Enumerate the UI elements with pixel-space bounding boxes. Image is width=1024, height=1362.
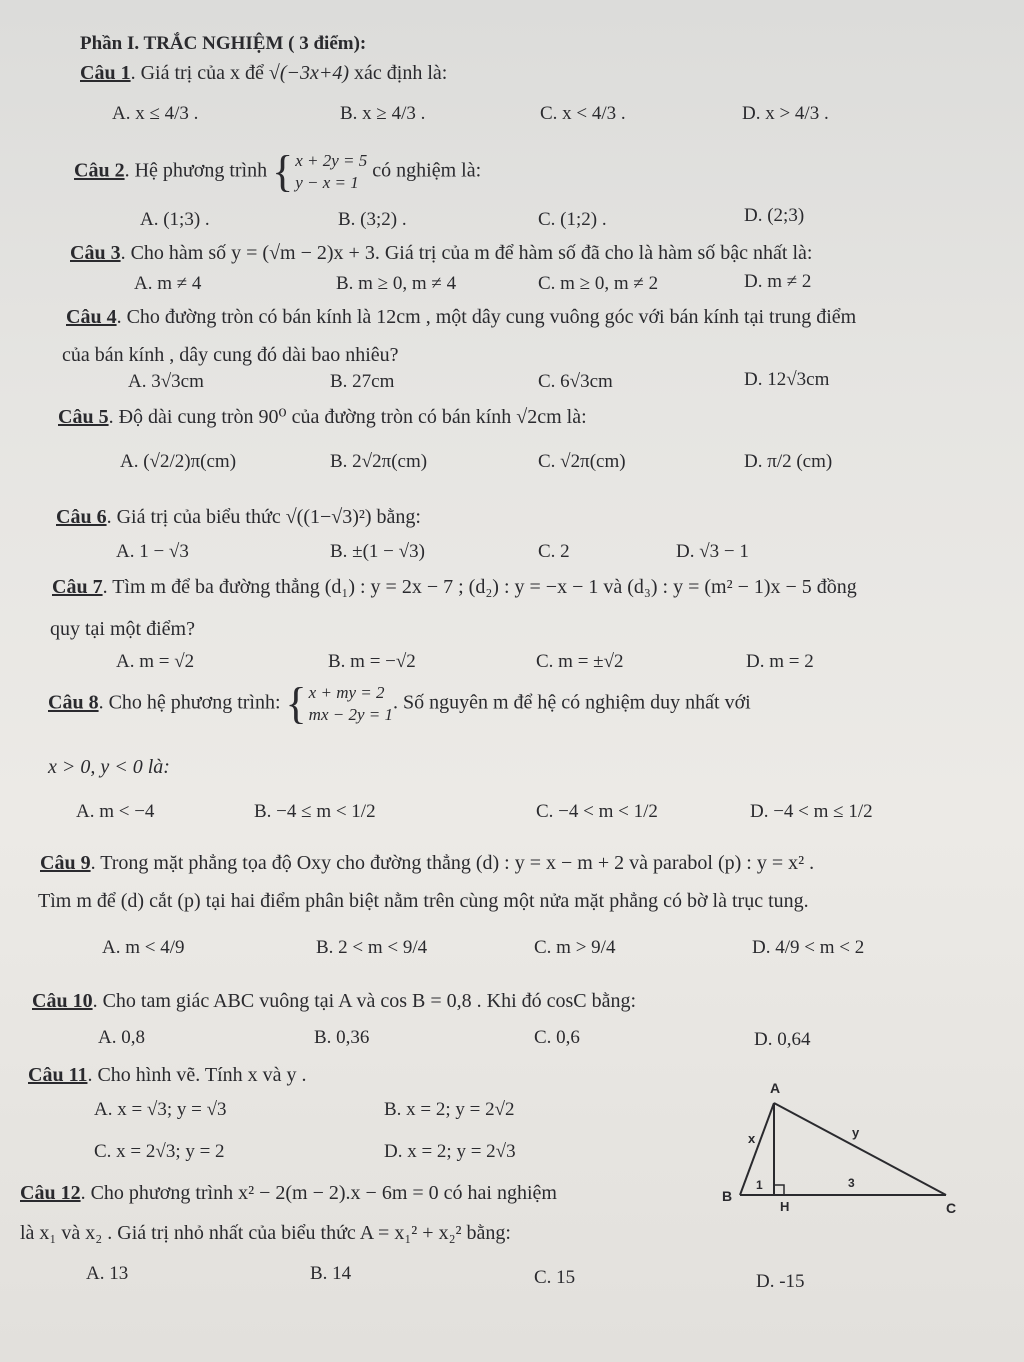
label-b: B	[722, 1188, 733, 1204]
question-text: . Cho tam giác ABC vuông tại A và cos B = 0,8 . Khi đó cosC bằng:	[92, 990, 637, 1012]
option-d[interactable]: D. π/2 (cm)	[744, 451, 833, 472]
option-c[interactable]: C. (1;2) .	[538, 209, 607, 230]
option-c[interactable]: C. m > 9/4	[534, 937, 616, 958]
label-c: C	[946, 1200, 957, 1215]
option-b[interactable]: B. 27cm	[330, 371, 395, 392]
question-text: . Cho hàm số y = (√m − 2)x + 3. Giá trị của m để hàm số đã cho là hàm số bậc nhất là:	[120, 242, 813, 264]
option-b[interactable]: B. x ≥ 4/3 .	[340, 103, 426, 124]
option-a[interactable]: A. (√2/2)π(cm)	[120, 451, 237, 472]
option-c[interactable]: C. x = 2√3; y = 2	[94, 1141, 225, 1162]
option-d[interactable]: D. x > 4/3 .	[742, 103, 829, 124]
question-text: xác định là:	[349, 62, 448, 84]
right-angle-mark	[774, 1185, 784, 1195]
option-a[interactable]: A. m < −4	[76, 801, 155, 822]
question-2	[74, 147, 482, 197]
label-a: A	[770, 1080, 781, 1096]
label-y: y	[852, 1125, 860, 1140]
side-ac	[774, 1103, 946, 1195]
question-6	[56, 506, 421, 528]
question-1	[80, 62, 447, 84]
question-text: . Cho phương trình x² − 2(m − 2).x − 6m = 0 có hai nghiệm	[80, 1182, 557, 1204]
question-7-line-2: quy tại một điểm?	[50, 618, 195, 640]
question-10	[32, 990, 636, 1012]
option-a[interactable]: A. 1 − √3	[116, 541, 189, 562]
question-12-line-2: là x₁ và x₂ . Giá trị nhỏ nhất của biểu thức A = x₁² + x₂² bằng:	[20, 1222, 511, 1244]
option-c[interactable]: C. 2	[538, 541, 570, 562]
question-3	[70, 242, 812, 264]
question-text: . Giá trị của x để	[130, 62, 269, 84]
option-c[interactable]: C. 0,6	[534, 1027, 580, 1048]
option-c[interactable]: C. 15	[534, 1267, 576, 1288]
equation-2: y − x = 1	[295, 173, 359, 193]
section-heading: Phần I. TRẮC NGHIỆM ( 3 điểm):	[80, 33, 367, 54]
option-d[interactable]: D. 4/9 < m < 2	[752, 937, 865, 958]
option-a[interactable]: A. m < 4/9	[102, 937, 185, 958]
question-text: . Hệ phương trình	[124, 159, 273, 182]
question-label: Câu 1	[80, 62, 131, 84]
option-c[interactable]: C. x < 4/3 .	[540, 103, 626, 124]
question-text: . Độ dài cung tròn 90⁰ của đường tròn có bán kính √2cm là:	[108, 406, 587, 428]
question-text: . Trong mặt phẳng tọa độ Oxy cho đường thẳng (d) : y = x − m + 2 và parabol (p) : y = x² .	[90, 852, 815, 874]
option-c[interactable]: C. 6√3cm	[538, 371, 613, 392]
option-a[interactable]: A. 3√3cm	[128, 371, 204, 392]
equation-system	[272, 147, 368, 197]
option-b[interactable]: B. −4 ≤ m < 1/2	[254, 801, 376, 822]
question-label: Câu 3	[70, 242, 121, 264]
option-a[interactable]: A. 0,8	[98, 1027, 145, 1048]
option-d[interactable]: D. x = 2; y = 2√3	[384, 1141, 516, 1162]
option-b[interactable]: B. 14	[310, 1263, 352, 1284]
option-b[interactable]: B. 0,36	[314, 1027, 370, 1048]
question-8	[48, 679, 751, 729]
option-a[interactable]: A. 13	[86, 1263, 129, 1284]
question-label: Câu 12	[20, 1182, 81, 1204]
option-c[interactable]: C. −4 < m < 1/2	[536, 801, 658, 822]
option-d[interactable]: D. m ≠ 2	[744, 271, 812, 292]
option-d[interactable]: D. 0,64	[754, 1029, 811, 1050]
question-11	[28, 1064, 307, 1086]
question-label: Câu 6	[56, 506, 107, 528]
option-d[interactable]: D. √3 − 1	[676, 541, 749, 562]
option-b[interactable]: B. (3;2) .	[338, 209, 407, 230]
question-label: Câu 2	[74, 159, 125, 182]
question-label: Câu 5	[58, 406, 109, 428]
option-c[interactable]: C. √2π(cm)	[538, 451, 626, 472]
option-b[interactable]: B. x = 2; y = 2√2	[384, 1099, 515, 1120]
question-label: Câu 9	[40, 852, 91, 874]
option-c[interactable]: C. m ≥ 0, m ≠ 2	[538, 273, 659, 294]
question-text: . Tìm m để ba đường thẳng (d₁) : y = 2x − 7 ; (d₂) : y = −x − 1 và (d₃) : y = (m² − 1)x − 5 đồng	[102, 576, 857, 598]
question-4-line-2: của bán kính , dây cung đó dài bao nhiêu?	[62, 344, 399, 366]
option-a[interactable]: A. x = √3; y = √3	[94, 1099, 227, 1120]
question-8-line-2: x > 0, y < 0 là:	[48, 756, 170, 778]
option-b[interactable]: B. m = −√2	[328, 651, 416, 672]
math-expression: √(−3x+4)	[268, 62, 350, 84]
option-b[interactable]: B. 2√2π(cm)	[330, 451, 428, 472]
question-9-line-2: Tìm m để (d) cắt (p) tại hai điểm phân biệt nằm trên cùng một nửa mặt phẳng có bờ là trục tung.	[38, 890, 809, 912]
label-x: x	[748, 1131, 756, 1146]
option-d[interactable]: D. (2;3)	[744, 205, 805, 226]
equation-2: mx − 2y = 1	[308, 705, 393, 725]
triangle-figure	[718, 1075, 968, 1215]
question-label: Câu 7	[52, 576, 103, 598]
question-text: . Số nguyên m để hệ có nghiệm duy nhất với	[392, 691, 751, 714]
option-a[interactable]: A. m = √2	[116, 651, 195, 672]
question-label: Câu 11	[28, 1064, 88, 1086]
option-a[interactable]: A. x ≤ 4/3 .	[112, 103, 199, 124]
equation-1: x + my = 2	[308, 683, 385, 702]
question-4	[66, 306, 856, 328]
question-7	[52, 576, 857, 598]
question-label: Câu 8	[48, 691, 99, 714]
question-text: có nghiệm là:	[367, 159, 482, 182]
option-b[interactable]: B. m ≥ 0, m ≠ 4	[336, 273, 457, 294]
equation-system	[285, 679, 393, 729]
option-c[interactable]: C. m = ±√2	[536, 651, 624, 672]
option-b[interactable]: B. 2 < m < 9/4	[316, 937, 428, 958]
option-a[interactable]: A. m ≠ 4	[134, 273, 202, 294]
question-text: . Cho hình vẽ. Tính x và y .	[87, 1064, 307, 1086]
question-label: Câu 10	[32, 990, 93, 1012]
question-text: . Cho đường tròn có bán kính là 12cm , một dây cung vuông góc với bán kính tại trung điểm	[116, 306, 857, 328]
question-5	[58, 406, 587, 428]
label-bh: 1	[756, 1178, 763, 1192]
label-hc: 3	[848, 1176, 855, 1190]
option-b[interactable]: B. ±(1 − √3)	[330, 541, 425, 562]
option-d[interactable]: D. -15	[756, 1271, 805, 1292]
question-9	[40, 852, 814, 874]
option-d[interactable]: D. −4 < m ≤ 1/2	[750, 801, 873, 822]
option-d[interactable]: D. m = 2	[746, 651, 814, 672]
option-d[interactable]: D. 12√3cm	[744, 369, 830, 390]
option-a[interactable]: A. (1;3) .	[140, 209, 210, 230]
question-text: . Giá trị của biểu thức √((1−√3)²) bằng:	[106, 506, 421, 528]
brace-icon: {	[285, 679, 307, 729]
question-text: . Cho hệ phương trình:	[98, 691, 286, 714]
question-12	[20, 1182, 557, 1204]
equation-1: x + 2y = 5	[295, 151, 368, 170]
label-h: H	[780, 1199, 790, 1214]
brace-icon: {	[272, 147, 294, 197]
question-label: Câu 4	[66, 306, 117, 328]
